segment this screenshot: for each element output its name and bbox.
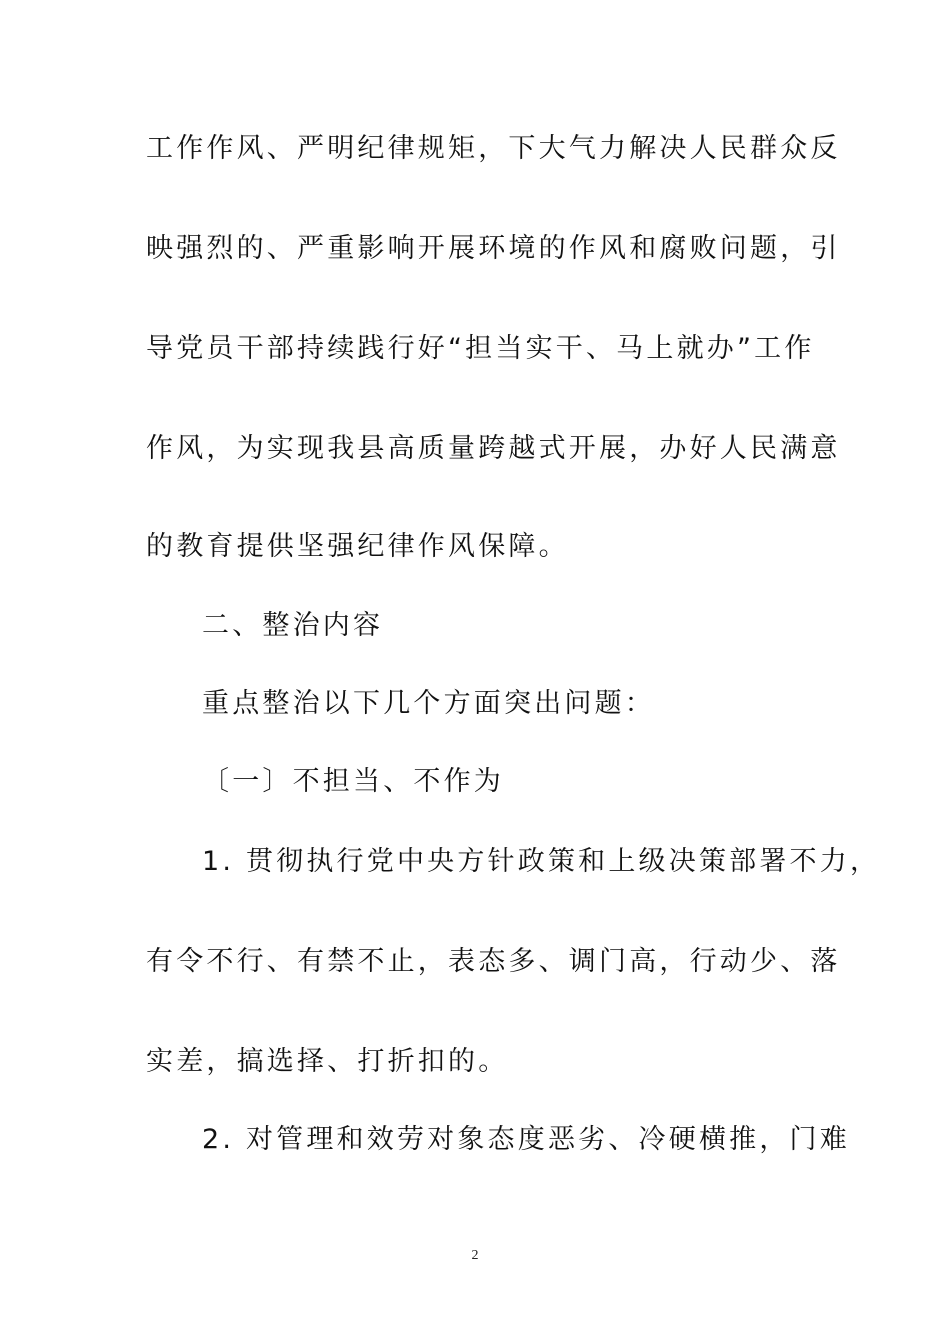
section-heading: 二、整治内容 [202,610,384,641]
subsection-heading: 〔一〕不担当、不作为 [202,766,504,797]
list-item-1-line: 有令不行、有禁不止，表态多、调门高，行动少、落 [146,946,841,977]
body-text-line: 作风，为实现我县高质量跨越式开展，办好人民满意 [146,433,841,464]
list-item-1-line: 1. 贯彻执行党中央方针政策和上级决策部署不力， [202,846,881,877]
body-text-line: 重点整治以下几个方面突出问题： [202,688,655,719]
page-number: 2 [471,1248,479,1263]
body-text-line: 工作作风、严明纪律规矩，下大气力解决人民群众反 [146,133,841,164]
body-text-line: 导党员干部持续践行好“担当实干、马上就办”工作 [146,333,815,364]
body-text-line: 映强烈的、严重影响开展环境的作风和腐败问题，引 [146,233,841,264]
body-text-line: 的教育提供坚强纪律作风保障。 [146,531,569,562]
list-item-2-line: 2. 对管理和效劳对象态度恶劣、冷硬横推，门难 [202,1124,850,1155]
list-item-1-line: 实差，搞选择、打折扣的。 [146,1046,509,1077]
